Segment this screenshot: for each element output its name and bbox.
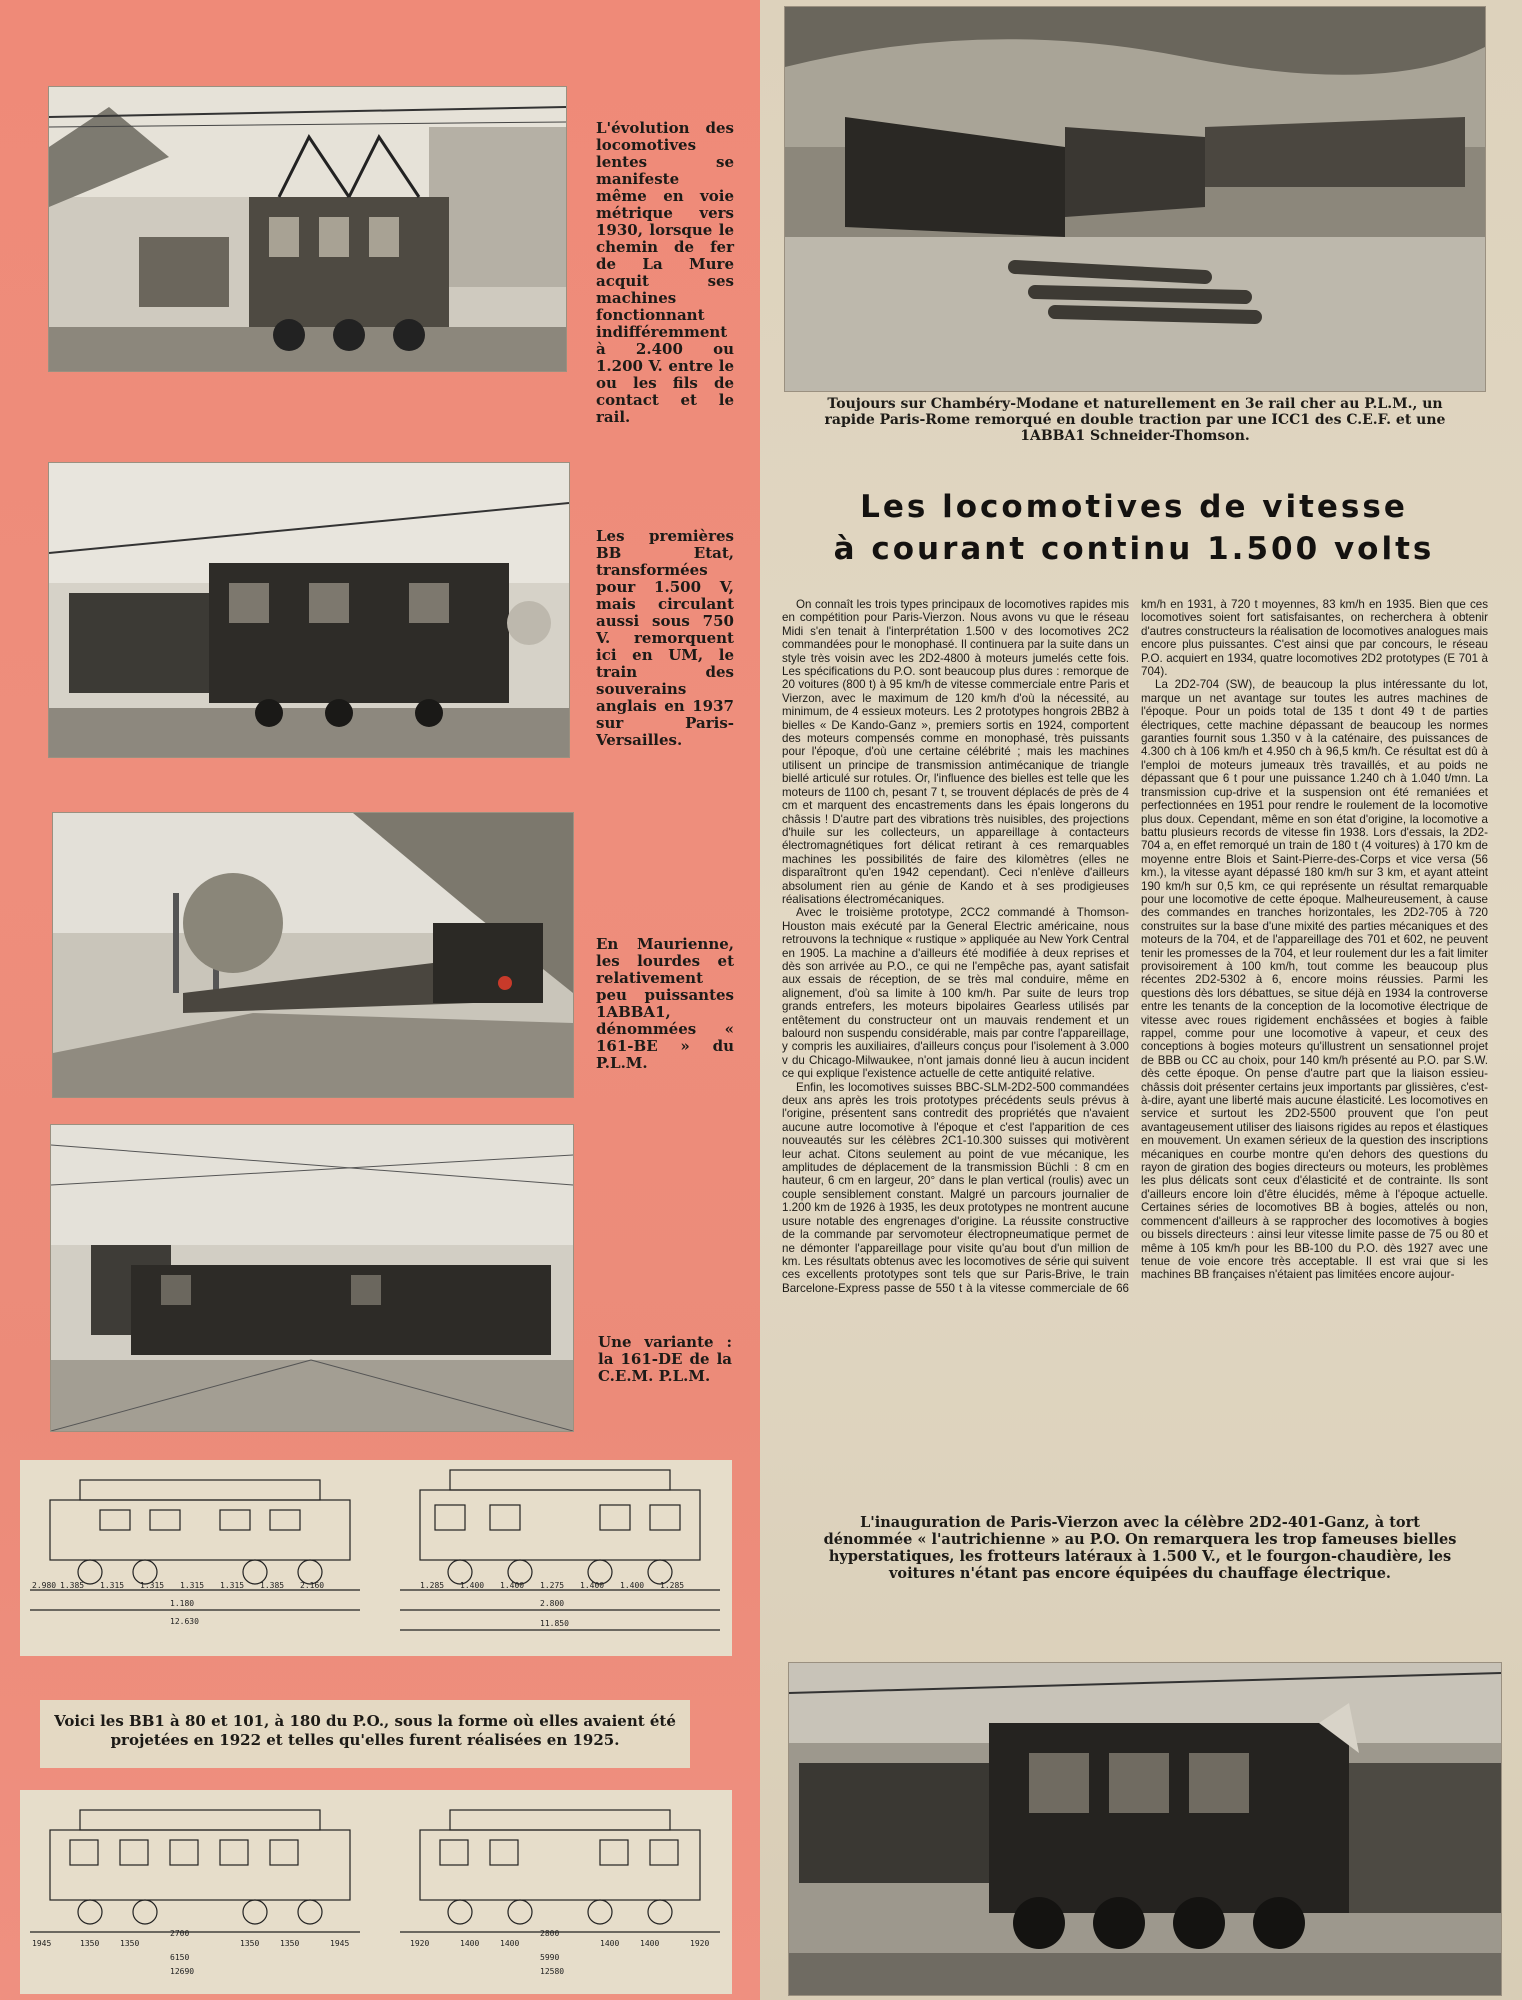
caption-photo-2: Les premières BB Etat, transformées pour 1.500 V, mais circulant aussi sous 750 V. remorquent ici en UM, le train des souverains anglais en 1937 sur Paris-Versailles.	[596, 527, 734, 749]
dim-label: 1400	[460, 1939, 480, 1948]
dim-label: 1920	[690, 1939, 710, 1948]
dim-label: 5990	[540, 1953, 560, 1962]
dim-label: 1400	[500, 1939, 520, 1948]
dim-label: 1.180	[170, 1599, 195, 1608]
dim-label: 1.400	[500, 1581, 525, 1590]
dim-label: 1.315	[220, 1581, 245, 1590]
dim-label: 1.275	[540, 1581, 565, 1590]
caption-bb-drawings: Voici les BB1 à 80 et 101, à 180 du P.O., sous la forme où elles avaient été projetées en 1922 et telles qu'elles furent réalisées en 1925.	[40, 1700, 690, 1768]
headline-line-2: à courant continu 1.500 volts	[833, 531, 1435, 567]
dim-label: 1.385	[260, 1581, 285, 1590]
photo-bb-etat	[48, 462, 570, 758]
article-paragraph: Avec le troisième prototype, 2CC2 commandé à Thomson-Houston mais exécuté par la General Electric américaine, nous retrouvons la technique « rustique » appliquée au New York Central en 1905. La machine a d'ailleurs été modifiée à deux reprises et dès son arrivée au P.O., ce qui ne l'empêche pas, ayant satisfait aux essais de réception, de se très mal conduire, même en alignement, d'où sa limite à 100 km/h. Par suite de leurs trop grands entrefers, les moteurs bipolaires Gearless utilisés par entêtement du constructeur ont un mauvais rendement et un balourd non suspendu considérable, mais par contre l'appareillage, y compris les auxiliaires, d'ailleurs conçus pour l'isolement à 3.000 v du Chicago-Milwaukee, n'ont jamais donné lieu à aucun incident ce qui explique l'existence actuelle de cette antiquité relative.	[782, 906, 1129, 1081]
article-paragraph: Enfin, les locomotives suisses BBC-SLM-2D2-500 commandées deux ans après les trois prototypes précédents seuls prévus à l'origine, présentent sans contredit des propriétés que n'avaient aucune autre locomotive à l'époque et c'est l'apparition de ces nouveautés sur les célèbres 2C1-10.300 suisses qui motivèrent leur achat. Citons seulement au point de vue mécanique, les amplitudes de déplacement de la transmission Büchli : 8 cm en hauteur, 6 cm en largeur, 20° dans le plan vertical (roulis) avec un couple sensiblement constant. Malgré un parcours journalier de 1.200 km de 1926 à 1935, les deux prototypes ne montrent aucune usure notable des engrenages d'origine. La réussite constructive de la commande par servomoteur électropneumatique permet de ne démonter l'appareillage pour visite qu'au bout d'un million de km. Les résultats obtenus avec les locomotives de série qui suivent ces excellents prototypes sont tels que sur Paris-Brive, le train Barcelone-Express passe de 550 t à la vitesse commerciale de 66 km/h en 1931, à 720 t moyennes, 83 km/h en 1935. Bien que ces locomotives soient fort satisfaisantes, on recherchera à obtenir d'autres constructeurs la réalisation de locomotives analogues mais encore plus puissantes. C'est ainsi que par concours, le réseau P.O. acquiert en 1934, quatre locomotives 2D2 prototypes (E 701 à 704).	[782, 598, 1488, 1295]
dim-label: 1.385	[60, 1581, 85, 1590]
dim-label: 1350	[280, 1939, 300, 1948]
caption-photo-3: En Maurienne, les lourdes et relativement peu puissantes 1ABBA1, dénommées « 161-BE » du P.L.M.	[596, 935, 734, 1072]
dim-label: 1350	[80, 1939, 100, 1948]
dim-label: 1.315	[140, 1581, 165, 1590]
photo-2d2-401-ganz	[788, 1662, 1502, 1996]
dim-label: 1.285	[660, 1581, 685, 1590]
dim-label: 6150	[170, 1953, 190, 1962]
photo-maurienne-161-be	[52, 812, 574, 1098]
dim-label: 1920	[410, 1939, 430, 1948]
dim-label: 1.315	[100, 1581, 125, 1590]
dim-label: 1.400	[460, 1581, 485, 1590]
dim-label: 1.400	[580, 1581, 605, 1590]
dim-label: 1.315	[180, 1581, 205, 1590]
dim-label: 2.980	[32, 1581, 57, 1590]
dim-label: 2800	[540, 1929, 560, 1938]
dim-label: 1400	[600, 1939, 620, 1948]
dim-label: 1.285	[420, 1581, 445, 1590]
dim-label: 1945	[32, 1939, 52, 1948]
dim-label: 1350	[240, 1939, 260, 1948]
caption-photo-1: L'évolution des locomotives lentes se manifeste même en voie métrique vers 1930, lorsque le chemin de fer de La Mure acquit ses machines fonctionnant indifféremment à 2.400 ou 1.200 V. entre le ou les fils de contact et le rail.	[596, 119, 734, 426]
dim-label: 1350	[120, 1939, 140, 1948]
headline-line-1: Les locomotives de vitesse	[860, 489, 1408, 525]
dim-label: 12580	[540, 1967, 565, 1976]
drawing-panel-realised-1925	[20, 1790, 732, 1994]
photo-161-de	[50, 1124, 574, 1432]
dim-label: 1400	[640, 1939, 660, 1948]
article-paragraph: On connaît les trois types principaux de locomotives rapides mis en compétition pour Paris-Vierzon. Nous avons vu que le réseau Midi s'en tenait à l'interprétation 1.500 v des locomotives 2C2 commandées pour le monophasé. Il continuera par la suite dans un style très voisin avec les 2D2-4800 à moteurs jumelés cette fois. Les spécifications du P.O. sont beaucoup plus dures : remorque de 20 voitures (800 t) à 95 km/h de vitesse commerciale entre Paris et Vierzon, avec le maximum de 120 km/h d'où la nécessité, au minimum, de 4 essieux moteurs. Les 2 prototypes hongrois 2BB2 à bielles « De Kando-Ganz », premiers sortis en 1924, comportent des moteurs compensés comme en monophasé, très puissants pour l'époque, d'où une certaine célébrité ; mais les machines utilisent un principe de transmission antimécanique de triangle biellé articulé sur rotules. Or, l'influence des bielles est telle que les moteurs de 1100 ch, pesant 7 t, se trouvent déplacés de près de 4 cm et marquent des encastrements dans les épais longerons du châssis ! D'autre part des vibrations très nuisibles, des projections d'huile sur les collecteurs, un appareillage à contacteurs électromagnétiques fort délicat retirant à ces remarquables machines les possibilités de faire des kilomètres (elles ne disparaîtront qu'en 1942 cependant). Ceci n'enlève d'ailleurs absolument rien au génie de Kando et à ses prodigieuses réalisations électromécaniques.	[782, 598, 1129, 906]
caption-bottom-right: L'inauguration de Paris-Vierzon avec la célèbre 2D2-401-Ganz, à tort dénommée « l'autrichienne » au P.O. On remarquera les trop fameuses bielles hyperstatiques, les frotteurs latéraux à 1.500 V., et le fourgon-chaudière, les voitures n'étant pas encore équipées du chauffage électrique.	[823, 1514, 1457, 1582]
dim-label: 1.400	[620, 1581, 645, 1590]
article-body	[782, 598, 1488, 1490]
caption-top-right: Toujours sur Chambéry-Modane et naturellement en 3e rail cher au P.L.M., un rapide Paris-Rome remorqué en double traction par une ICC1 des C.E.F. et une 1ABBA1 Schneider-Thomson.	[824, 396, 1446, 444]
article-paragraph: La 2D2-704 (SW), de beaucoup la plus intéressante du lot, marque un net avantage sur toutes les autres machines de l'époque. Pour un poids total de 135 t dont 49 t de parties électriques, cette machine dépassant de beaucoup les normes garanties fournit sous 1.350 v à la caténaire, des puissances de 4.300 ch à 106 km/h et 4.950 ch à 96,5 km/h. Ce résultat est dû à l'emploi de moteurs jumeaux très travaillés, et au poids ne dépassant que 6 t pour une puissance 1.240 ch à 1.040 t/mn. La transmission cup-drive et la suspension ont été remaniées et perfectionnées en 1951 pour rendre le roulement de la locomotive plus doux. Cependant, même en son état d'origine, la locomotive a battu plusieurs records de vitesse fin 1938. Lors d'essais, la 2D2-704 a, en effet remorqué un train de 180 t (4 voitures) à 170 km de moyenne entre Blois et Saint-Pierre-des-Corps et vice versa (56 km.), la vitesse ayant dépassé 180 km/h sur 3 km, et ayant atteint 190 km/h sur 0,5 km, ce qui représente un résultat remarquable pour une locomotive de cette époque. Malheureusement, à cause des commandes en tranches horizontales, les 2D2-705 à 720 construites sur la base d'une mixité des parties mécaniques et des moteurs de la 704, et de l'appareillage des 701 et 602, ne peuvent tenir les promesses de la 704, et leur roulement dur les a fait limiter provisoirement à 100 km/h, tout comme les beaucoup plus récentes 2D2-5302 à 6, encore moins réussies. Parmi les questions dès lors débattues, se situe déjà en 1934 la controverse entre les tenants de la conception de la locomotive électrique de vitesse avec roues rigidement enchâssées et bogies à faible rappel, comme pour une locomotive à vapeur, et ceux des conceptions à bogies moteurs qu'illustrent un sensationnel projet de BBB ou CC au choix, pour 140 km/h présenté au P.O. par S.W. dès cette époque. On pense d'autre part que la liaison essieu-châssis doit présenter certains jeux importants par glissières, c'est-à-dire, ayant une liberté mais aucune élasticité. Les locomotives en service et surtout les 2D2-5500 prouvent que l'on peut avantageusement utiliser des liaisons rigides au repos et élastiques en mouvement. Un examen sérieux de la question des inscriptions mécaniques en courbe montre qu'en dehors des questions du rayon de giration des bogies directeurs ou moteurs, les problèmes les plus délicats sont ceux d'élasticité et de contrainte. Ils sont d'ailleurs encore loin d'être élucidés, même à l'époque actuelle. Certaines séries de locomotives BB à bogies, attelés ou non, commencent d'ailleurs à se rapprocher des locomotives à bogies ou bissels directeurs : ainsi leur vitesse limite passe de 75 ou 80 et même à 105 km/h pour les BB-100 du P.O. dès 1927 avec une tenue de voie encore très acceptable. Il est vrai que si les machines BB françaises n'étaient pas limitées encore aujour-	[1141, 678, 1488, 1282]
dim-label: 2.800	[540, 1599, 565, 1608]
dim-label: 2700	[170, 1929, 190, 1938]
article-headline	[778, 486, 1490, 570]
photo-chambery-modane	[784, 6, 1486, 392]
dim-label: 1945	[330, 1939, 350, 1948]
dim-label: 11.850	[540, 1619, 569, 1628]
dim-label: 12690	[170, 1967, 195, 1976]
caption-photo-4: Une variante : la 161-DE de la C.E.M. P.L.M.	[598, 1333, 732, 1385]
photo-la-mure-locomotive	[48, 86, 567, 372]
dim-label: 2.160	[300, 1581, 325, 1590]
drawing-panel-projected-1922	[20, 1460, 732, 1656]
dim-label: 12.630	[170, 1617, 199, 1626]
